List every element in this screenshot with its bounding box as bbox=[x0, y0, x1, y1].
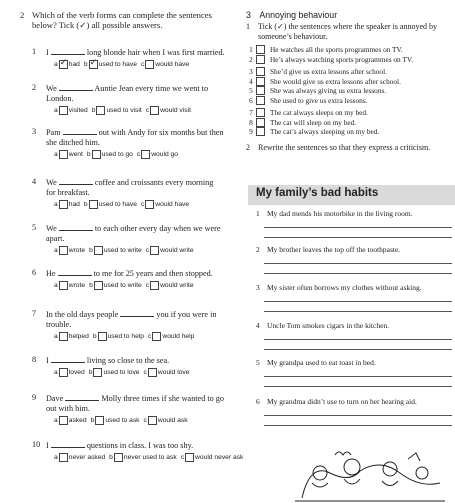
option-label: used to have bbox=[98, 201, 137, 208]
option-checkbox[interactable] bbox=[59, 200, 68, 209]
answer-options bbox=[54, 332, 247, 341]
option-checkbox[interactable] bbox=[98, 332, 107, 341]
answer-option[interactable] bbox=[54, 368, 85, 377]
option-letter: b bbox=[90, 417, 95, 424]
tick-sentence-groups bbox=[246, 45, 451, 137]
question-text bbox=[46, 309, 247, 330]
answer-option[interactable] bbox=[181, 453, 244, 462]
option-label: used to love bbox=[103, 369, 140, 376]
option-letter: c bbox=[145, 107, 150, 114]
option-checkbox[interactable] bbox=[59, 332, 68, 341]
question-item bbox=[32, 127, 247, 159]
tick-sentence bbox=[246, 96, 451, 106]
question-text-after: to me for 25 years and then stopped. bbox=[93, 269, 213, 278]
sentence-number: 1 bbox=[249, 45, 253, 54]
answer-line[interactable] bbox=[264, 349, 452, 350]
sentence-text: She was always giving us extra lessons. bbox=[270, 86, 387, 95]
banner-title: My family’s bad habits bbox=[256, 187, 379, 199]
question-text-before: I bbox=[46, 441, 49, 450]
option-label: used to ask bbox=[105, 417, 140, 424]
option-label: never asked bbox=[68, 454, 106, 461]
sentence-number: 6 bbox=[249, 95, 253, 105]
option-letter: c bbox=[143, 369, 147, 376]
question-text-before: In the old days people bbox=[46, 310, 119, 319]
answer-options bbox=[54, 246, 247, 255]
sentence-number: 3 bbox=[249, 67, 253, 76]
answer-blank[interactable] bbox=[51, 47, 85, 55]
habit-item bbox=[256, 209, 451, 238]
option-letter: c bbox=[148, 333, 152, 340]
answer-options bbox=[54, 453, 247, 462]
option-checkbox[interactable] bbox=[89, 60, 98, 69]
answer-options bbox=[54, 200, 247, 209]
option-label: asked bbox=[68, 417, 87, 424]
exercise-instruction: Which of the verb forms can complete the sentences below? Tick (✓) all possible answers. bbox=[32, 10, 212, 30]
option-checkbox[interactable] bbox=[89, 200, 98, 209]
option-letter: b bbox=[92, 333, 97, 340]
answer-blank[interactable] bbox=[63, 127, 97, 135]
answer-option[interactable] bbox=[141, 60, 189, 69]
answer-line[interactable] bbox=[264, 237, 452, 238]
question-text-before: Dave bbox=[46, 394, 64, 403]
sentence-text: He’s always watching sports programmes on TV. bbox=[270, 54, 414, 64]
option-letter: a bbox=[54, 417, 58, 424]
answer-option[interactable] bbox=[93, 332, 144, 341]
question-text-before: We bbox=[46, 224, 57, 233]
question-number: 1 bbox=[32, 47, 37, 56]
question-text bbox=[46, 268, 247, 279]
tick-sentence bbox=[246, 67, 451, 77]
question-item bbox=[32, 83, 247, 115]
answer-option[interactable] bbox=[144, 368, 190, 377]
tick-checkbox[interactable] bbox=[256, 86, 265, 95]
answer-option[interactable] bbox=[146, 106, 191, 115]
option-checkbox[interactable] bbox=[148, 416, 157, 425]
option-checkbox[interactable] bbox=[141, 150, 150, 159]
option-checkbox[interactable] bbox=[94, 281, 103, 290]
habit-number: 1 bbox=[256, 209, 260, 218]
option-label: would write bbox=[160, 247, 194, 254]
question-text bbox=[46, 127, 247, 148]
sentence-number: 7 bbox=[249, 108, 253, 117]
section-heading bbox=[246, 10, 451, 20]
question-number: 7 bbox=[32, 309, 37, 318]
option-label: would love bbox=[157, 369, 190, 376]
question-number: 8 bbox=[32, 355, 37, 364]
answer-line[interactable] bbox=[264, 273, 452, 274]
option-letter: b bbox=[86, 151, 91, 158]
option-letter: b bbox=[88, 369, 93, 376]
option-letter: b bbox=[83, 61, 88, 68]
answer-line[interactable] bbox=[264, 263, 452, 264]
answer-blank[interactable] bbox=[59, 83, 93, 91]
habit-number: 4 bbox=[256, 321, 260, 330]
answer-option[interactable] bbox=[54, 281, 85, 290]
question-number: 6 bbox=[32, 268, 37, 277]
question-number: 10 bbox=[32, 440, 41, 449]
tick-sentence bbox=[246, 127, 451, 137]
answer-line[interactable] bbox=[264, 339, 452, 340]
sentence-text: She would give us extra lessons after school. bbox=[270, 76, 401, 86]
tick-sentence bbox=[246, 77, 451, 87]
answer-option[interactable] bbox=[54, 453, 105, 462]
question-text bbox=[46, 355, 247, 366]
habit-text: Uncle Tom smokes cigars in the kitchen. bbox=[267, 321, 390, 330]
question-item bbox=[32, 268, 247, 290]
answer-option[interactable] bbox=[148, 332, 194, 341]
question-text-after: to each other every day when we were bbox=[94, 224, 221, 233]
answer-line[interactable] bbox=[264, 227, 452, 228]
sub-exercise-instruction: Rewrite the sentences so that they express a criticism. bbox=[258, 142, 431, 152]
habit-number: 5 bbox=[256, 358, 260, 367]
answer-blank[interactable] bbox=[59, 177, 93, 185]
sentence-number: 8 bbox=[249, 117, 253, 127]
question-text-after: out with Andy for six months but then bbox=[98, 128, 224, 137]
question-item bbox=[32, 223, 247, 255]
question-text bbox=[46, 440, 247, 451]
habit-text: My grandma didn’t use to turn on her hearing aid. bbox=[267, 397, 417, 406]
answer-line[interactable] bbox=[264, 301, 452, 302]
option-label: used to write bbox=[103, 247, 142, 254]
question-item bbox=[32, 355, 247, 377]
option-label: never used to ask bbox=[123, 454, 177, 461]
option-letter: a bbox=[54, 247, 58, 254]
answer-option[interactable] bbox=[92, 106, 142, 115]
question-text-after: you if you were in bbox=[156, 310, 217, 319]
question-text-before: We bbox=[46, 84, 57, 93]
tick-checkbox[interactable] bbox=[256, 55, 265, 64]
answer-option[interactable] bbox=[144, 416, 188, 425]
family-cartoon-illustration bbox=[290, 443, 450, 503]
sub-exercise-1-header bbox=[246, 22, 451, 42]
question-text-before: I bbox=[46, 48, 49, 57]
question-text bbox=[46, 223, 247, 244]
option-checkbox[interactable] bbox=[59, 150, 68, 159]
question-text-after: living so close to the sea. bbox=[86, 356, 170, 365]
question-number: 4 bbox=[32, 177, 37, 186]
tick-checkbox[interactable] bbox=[256, 118, 265, 127]
answer-option[interactable] bbox=[91, 416, 140, 425]
answer-options bbox=[54, 60, 247, 69]
answer-option[interactable] bbox=[84, 60, 137, 69]
question-text-after: questions in class. I was too shy. bbox=[86, 441, 194, 450]
option-label: would ask bbox=[157, 417, 188, 424]
question-item bbox=[32, 440, 247, 462]
question-text bbox=[46, 47, 247, 58]
habit-text: My dad mends his motorbike in the living room. bbox=[267, 209, 413, 218]
option-label: helped bbox=[68, 333, 89, 340]
option-checkbox[interactable] bbox=[114, 453, 123, 462]
habit-number: 6 bbox=[256, 397, 260, 406]
answer-option[interactable] bbox=[141, 200, 189, 209]
question-text-continued: London. bbox=[46, 94, 74, 103]
option-checkbox[interactable] bbox=[59, 453, 68, 462]
option-letter: a bbox=[54, 151, 58, 158]
tick-sentence bbox=[246, 55, 451, 65]
answer-option[interactable] bbox=[109, 453, 177, 462]
answer-blank[interactable] bbox=[51, 355, 85, 363]
option-letter: a bbox=[54, 201, 58, 208]
option-letter: b bbox=[83, 201, 88, 208]
habit-item bbox=[256, 321, 451, 350]
option-label: had bbox=[68, 201, 80, 208]
option-checkbox[interactable] bbox=[185, 453, 194, 462]
tick-checkbox[interactable] bbox=[256, 108, 265, 117]
question-text-before: He bbox=[46, 269, 56, 278]
tick-checkbox[interactable] bbox=[256, 67, 265, 76]
tick-sentence bbox=[246, 45, 451, 55]
question-text-continued: she ditched him. bbox=[46, 138, 100, 147]
answer-blank[interactable] bbox=[58, 268, 92, 276]
question-text-after: Molly three times if she wanted to go bbox=[101, 394, 224, 403]
sentence-text: The cat always sleeps on my bed. bbox=[270, 108, 368, 117]
sentence-group bbox=[246, 67, 451, 105]
sentence-text: She’d give us extra lessons after school. bbox=[270, 67, 387, 76]
tick-checkbox[interactable] bbox=[256, 45, 265, 54]
option-checkbox[interactable] bbox=[59, 368, 68, 377]
sentence-number: 9 bbox=[249, 127, 253, 136]
answer-option[interactable] bbox=[89, 246, 142, 255]
answer-option[interactable] bbox=[54, 246, 85, 255]
habit-item bbox=[256, 358, 451, 387]
option-checkbox[interactable] bbox=[150, 281, 159, 290]
question-item bbox=[32, 309, 247, 341]
option-letter: a bbox=[54, 61, 58, 68]
answer-option[interactable] bbox=[84, 200, 137, 209]
option-checkbox[interactable] bbox=[92, 150, 101, 159]
answer-option[interactable] bbox=[89, 368, 140, 377]
option-label: would write bbox=[160, 282, 194, 289]
option-checkbox[interactable] bbox=[59, 416, 68, 425]
exercise-number: 2 bbox=[20, 10, 25, 20]
sentence-text: The cat’s always sleeping on my bed. bbox=[270, 127, 380, 136]
question-text-continued: trouble. bbox=[46, 320, 72, 329]
option-label: would visit bbox=[160, 107, 191, 114]
exercise-2-column bbox=[20, 10, 235, 30]
option-label: would never ask bbox=[195, 454, 244, 461]
answer-option[interactable] bbox=[54, 106, 88, 115]
option-label: had bbox=[68, 61, 80, 68]
question-text bbox=[46, 393, 247, 414]
sentence-number: 4 bbox=[249, 76, 253, 86]
option-letter: c bbox=[136, 151, 141, 158]
option-label: wrote bbox=[68, 282, 86, 289]
tick-sentence bbox=[246, 86, 451, 96]
question-text-before: I bbox=[46, 356, 49, 365]
option-label: visited bbox=[68, 107, 88, 114]
option-checkbox[interactable] bbox=[59, 281, 68, 290]
option-checkbox[interactable] bbox=[150, 246, 159, 255]
answer-option[interactable] bbox=[89, 281, 142, 290]
sub-exercise-number: 2 bbox=[246, 142, 250, 152]
option-label: used to visit bbox=[106, 107, 142, 114]
tick-checkbox[interactable] bbox=[256, 127, 265, 136]
option-label: went bbox=[68, 151, 83, 158]
answer-options bbox=[54, 281, 247, 290]
habit-item bbox=[256, 397, 451, 426]
question-text bbox=[46, 177, 247, 198]
question-text-before: Pam bbox=[46, 128, 61, 137]
option-letter: b bbox=[91, 107, 96, 114]
option-letter: c bbox=[140, 61, 145, 68]
question-item bbox=[32, 177, 247, 209]
option-label: would have bbox=[155, 61, 190, 68]
option-letter: a bbox=[54, 369, 58, 376]
answer-options bbox=[54, 106, 247, 115]
habit-number: 2 bbox=[256, 245, 260, 254]
option-checkbox[interactable] bbox=[59, 60, 68, 69]
option-checkbox[interactable] bbox=[152, 332, 161, 341]
section-title: Annoying behaviour bbox=[259, 10, 338, 20]
question-number: 2 bbox=[32, 83, 37, 92]
tick-checkbox[interactable] bbox=[256, 77, 265, 86]
option-label: used to help bbox=[107, 333, 145, 340]
tick-sentence bbox=[246, 118, 451, 128]
question-item bbox=[32, 47, 247, 69]
question-number: 5 bbox=[32, 223, 37, 232]
option-label: would go bbox=[151, 151, 178, 158]
question-text-after: Auntie Jean every time we went to bbox=[94, 84, 209, 93]
sub-exercise-2-header bbox=[246, 143, 451, 153]
option-label: loved bbox=[68, 369, 85, 376]
question-text-continued: out with him. bbox=[46, 404, 90, 413]
answer-blank[interactable] bbox=[59, 223, 93, 231]
option-letter: a bbox=[54, 454, 58, 461]
tick-sentence bbox=[246, 108, 451, 118]
answer-option[interactable] bbox=[54, 416, 87, 425]
option-letter: c bbox=[145, 247, 150, 254]
question-text-after: coffee and croissants every morning bbox=[94, 178, 214, 187]
question-item bbox=[32, 393, 247, 425]
tick-checkbox[interactable] bbox=[256, 96, 265, 105]
section-number: 3 bbox=[246, 10, 251, 20]
option-letter: b bbox=[109, 454, 113, 461]
question-number: 9 bbox=[32, 393, 37, 402]
answer-option[interactable] bbox=[54, 200, 80, 209]
option-letter: b bbox=[89, 247, 93, 254]
sentence-text: He watches all the sports programmes on TV. bbox=[270, 45, 403, 54]
question-text-after: long blonde hair when I was first married. bbox=[86, 48, 225, 57]
sentence-group bbox=[246, 45, 451, 64]
answer-blank[interactable] bbox=[51, 440, 85, 448]
question-text-continued: apart. bbox=[46, 234, 65, 243]
habit-item bbox=[256, 283, 451, 312]
option-letter: a bbox=[54, 333, 58, 340]
option-checkbox[interactable] bbox=[59, 106, 68, 115]
option-checkbox[interactable] bbox=[94, 246, 103, 255]
option-label: would help bbox=[162, 333, 195, 340]
option-label: wrote bbox=[68, 247, 86, 254]
answer-option[interactable] bbox=[54, 332, 89, 341]
sentence-number: 5 bbox=[249, 86, 253, 95]
option-label: would have bbox=[155, 201, 190, 208]
question-text-continued: for breakfast. bbox=[46, 188, 90, 197]
sub-exercise-instruction: Tick (✓) the sentences where the speaker is annoyed by someone’s behaviour. bbox=[258, 22, 438, 41]
family-habits-banner bbox=[248, 185, 455, 205]
option-letter: c bbox=[180, 454, 185, 461]
exercise-2-header bbox=[20, 10, 235, 30]
sentence-number: 2 bbox=[249, 54, 253, 64]
option-checkbox[interactable] bbox=[93, 368, 102, 377]
answer-line[interactable] bbox=[264, 425, 452, 426]
habit-text: My brother leaves the top off the toothpaste. bbox=[267, 245, 401, 254]
habit-text: My sister often borrows my clothes without asking. bbox=[267, 283, 422, 292]
option-checkbox[interactable] bbox=[150, 106, 159, 115]
option-letter: c bbox=[140, 201, 145, 208]
answer-option[interactable] bbox=[54, 60, 80, 69]
answer-options bbox=[54, 368, 247, 377]
question-text-before: We bbox=[46, 178, 57, 187]
option-letter: a bbox=[54, 107, 58, 114]
habit-item bbox=[256, 245, 451, 274]
option-checkbox[interactable] bbox=[145, 60, 154, 69]
option-label: used to write bbox=[103, 282, 142, 289]
option-letter: b bbox=[89, 282, 93, 289]
answer-option[interactable] bbox=[146, 246, 194, 255]
sentence-text: She used to give us extra lessons. bbox=[270, 95, 368, 105]
answer-option[interactable] bbox=[54, 150, 83, 159]
answer-blank[interactable] bbox=[65, 393, 99, 401]
habit-number: 3 bbox=[256, 283, 260, 292]
option-checkbox[interactable] bbox=[145, 200, 154, 209]
option-letter: c bbox=[145, 282, 150, 289]
answer-options bbox=[54, 150, 247, 159]
option-checkbox[interactable] bbox=[148, 368, 157, 377]
habit-text: My grandpa used to eat toast in bed. bbox=[267, 358, 376, 367]
question-text bbox=[46, 83, 247, 104]
annoying-behaviour-section bbox=[246, 10, 451, 153]
sentence-group bbox=[246, 108, 451, 137]
answer-options bbox=[54, 416, 247, 425]
answer-line[interactable] bbox=[264, 376, 452, 377]
question-number: 3 bbox=[32, 127, 37, 136]
answer-option[interactable] bbox=[87, 150, 133, 159]
option-checkbox[interactable] bbox=[96, 106, 105, 115]
answer-line[interactable] bbox=[264, 386, 452, 387]
answer-line[interactable] bbox=[264, 311, 452, 312]
option-label: used to have bbox=[98, 61, 137, 68]
answer-blank[interactable] bbox=[120, 309, 154, 317]
option-label: used to go bbox=[101, 151, 133, 158]
sentence-text: The cat will sleep on my bed. bbox=[270, 117, 357, 127]
option-letter: c bbox=[143, 417, 147, 424]
answer-option[interactable] bbox=[146, 281, 194, 290]
option-checkbox[interactable] bbox=[95, 416, 104, 425]
answer-line[interactable] bbox=[264, 415, 452, 416]
option-checkbox[interactable] bbox=[59, 246, 68, 255]
answer-option[interactable] bbox=[137, 150, 178, 159]
sub-exercise-number: 1 bbox=[246, 22, 250, 31]
option-letter: a bbox=[54, 282, 58, 289]
